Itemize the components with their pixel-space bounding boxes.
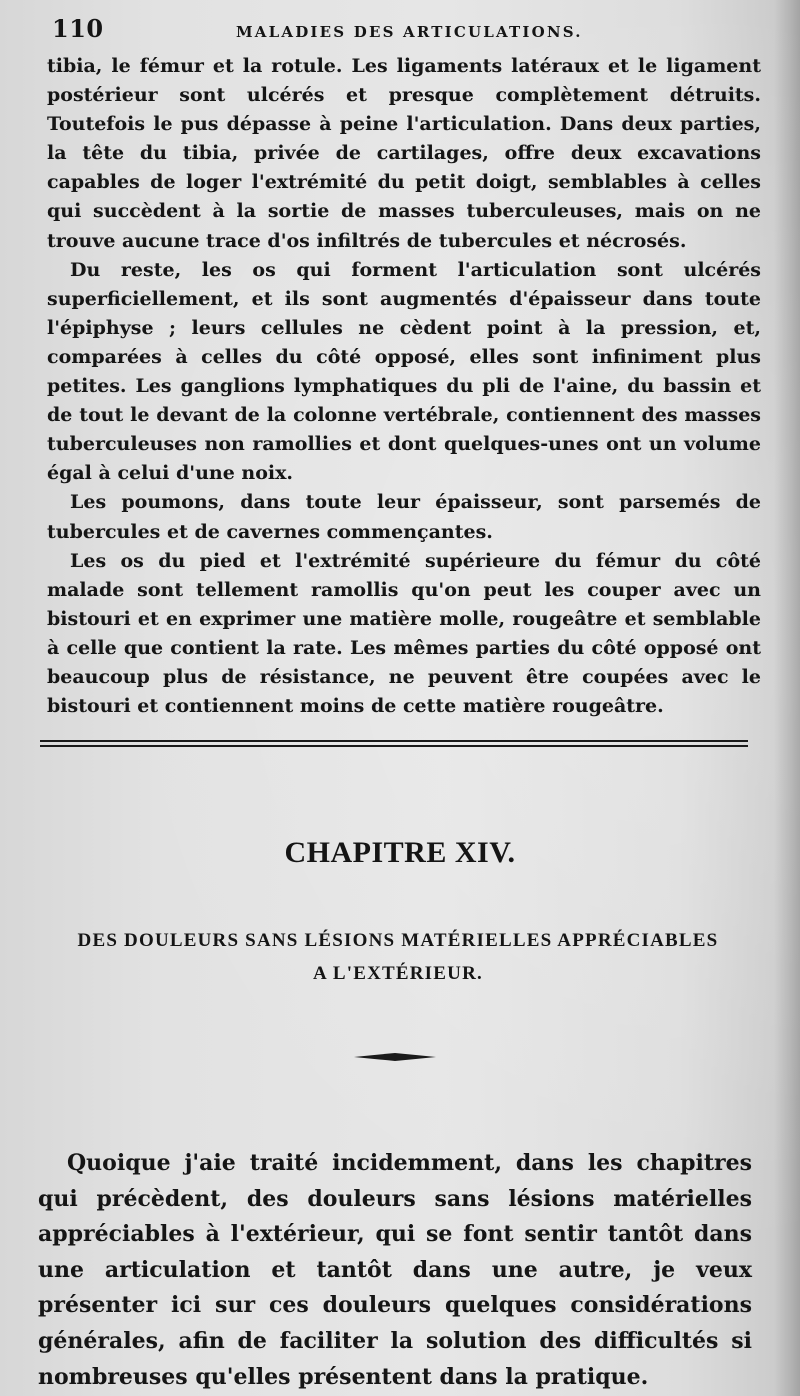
chapter-separator-rule — [40, 740, 748, 748]
ornament-dash — [352, 1050, 438, 1064]
chapter-title: CHAPITRE XIV. — [284, 836, 516, 869]
chapter-subtitle — [48, 924, 748, 990]
paragraph-4: Les os du pied et l'extrémité supérieure du fémur du côté malade sont tellement ramollis qu'on peut les couper avec un bistouri et en exprimer une matière molle, rougeâtre et semblable à celle que contient la rate. Les mêmes parties du côté opposé ont beaucoup plus de résistance, ne peuvent être coupées avec le bistouri et contiennent moins de cette matière rougeâtre. — [47, 549, 761, 718]
paragraph-2: Du reste, les os qui forment l'articulation sont ulcérés superficiellement, et ils sont augmentés d'épaisseur dans toute l'épiphyse ; leurs cellules ne cèdent point à la pression, et, comparées à celles du côté opposé, elles sont infiniment plus petites. Les ganglions lymphatiques du pli de l'aine, du bassin et de tout le devant de la colonne vertébrale, contiennent des masses tuberculeuses non ramollies et dont quelques-unes ont un volume égal à celui d'une noix. — [47, 258, 761, 485]
chapter-subtitle-line-2: A L'EXTÉRIEUR. — [313, 963, 483, 984]
paragraph-1: tibia, le fémur et la rotule. Les ligaments latéraux et le ligament postérieur sont ulcérés et presque complètement détruits. Toutefois le pus dépasse à peine l'articulation. Dans deux parties, la tête du tibia, privée de cartilages, offre deux excavations capables de loger l'extrémité du petit doigt, semblables à celles qui succèdent à la sortie de masses tuberculeuses, mais on ne trouve aucune trace d'os infiltrés de tubercules et nécrosés. — [47, 55, 761, 252]
rule-line-bottom — [40, 745, 748, 747]
chapter-opening-paragraph: Quoique j'aie traité incidemment, dans les chapitres qui précèdent, des douleurs sans lésions matérielles appréciables à l'extérieur, qui se font sentir tantôt dans une articulation et tantôt dans une autre, je veux présenter ici sur ces douleurs quelques considérations générales, afin de faciliter la solution des difficultés si nombreuses qu'elles présentent dans la pratique. — [38, 1150, 752, 1390]
running-head: MALADIES DES ARTICULATIONS. — [236, 23, 583, 41]
body-text — [47, 52, 761, 721]
paragraph-3: Les poumons, dans toute leur épaisseur, sont parsemés de tubercules et de cavernes commençantes. — [47, 491, 761, 543]
page-header — [46, 14, 776, 48]
page-edge-shadow — [774, 0, 800, 1396]
chapter-subtitle-line-1: DES DOULEURS SANS LÉSIONS MATÉRIELLES APPRÉCIABLES — [77, 930, 719, 951]
rule-line-top — [40, 740, 748, 742]
chapter-opening-text — [38, 1146, 752, 1395]
page-number: 110 — [52, 14, 104, 43]
